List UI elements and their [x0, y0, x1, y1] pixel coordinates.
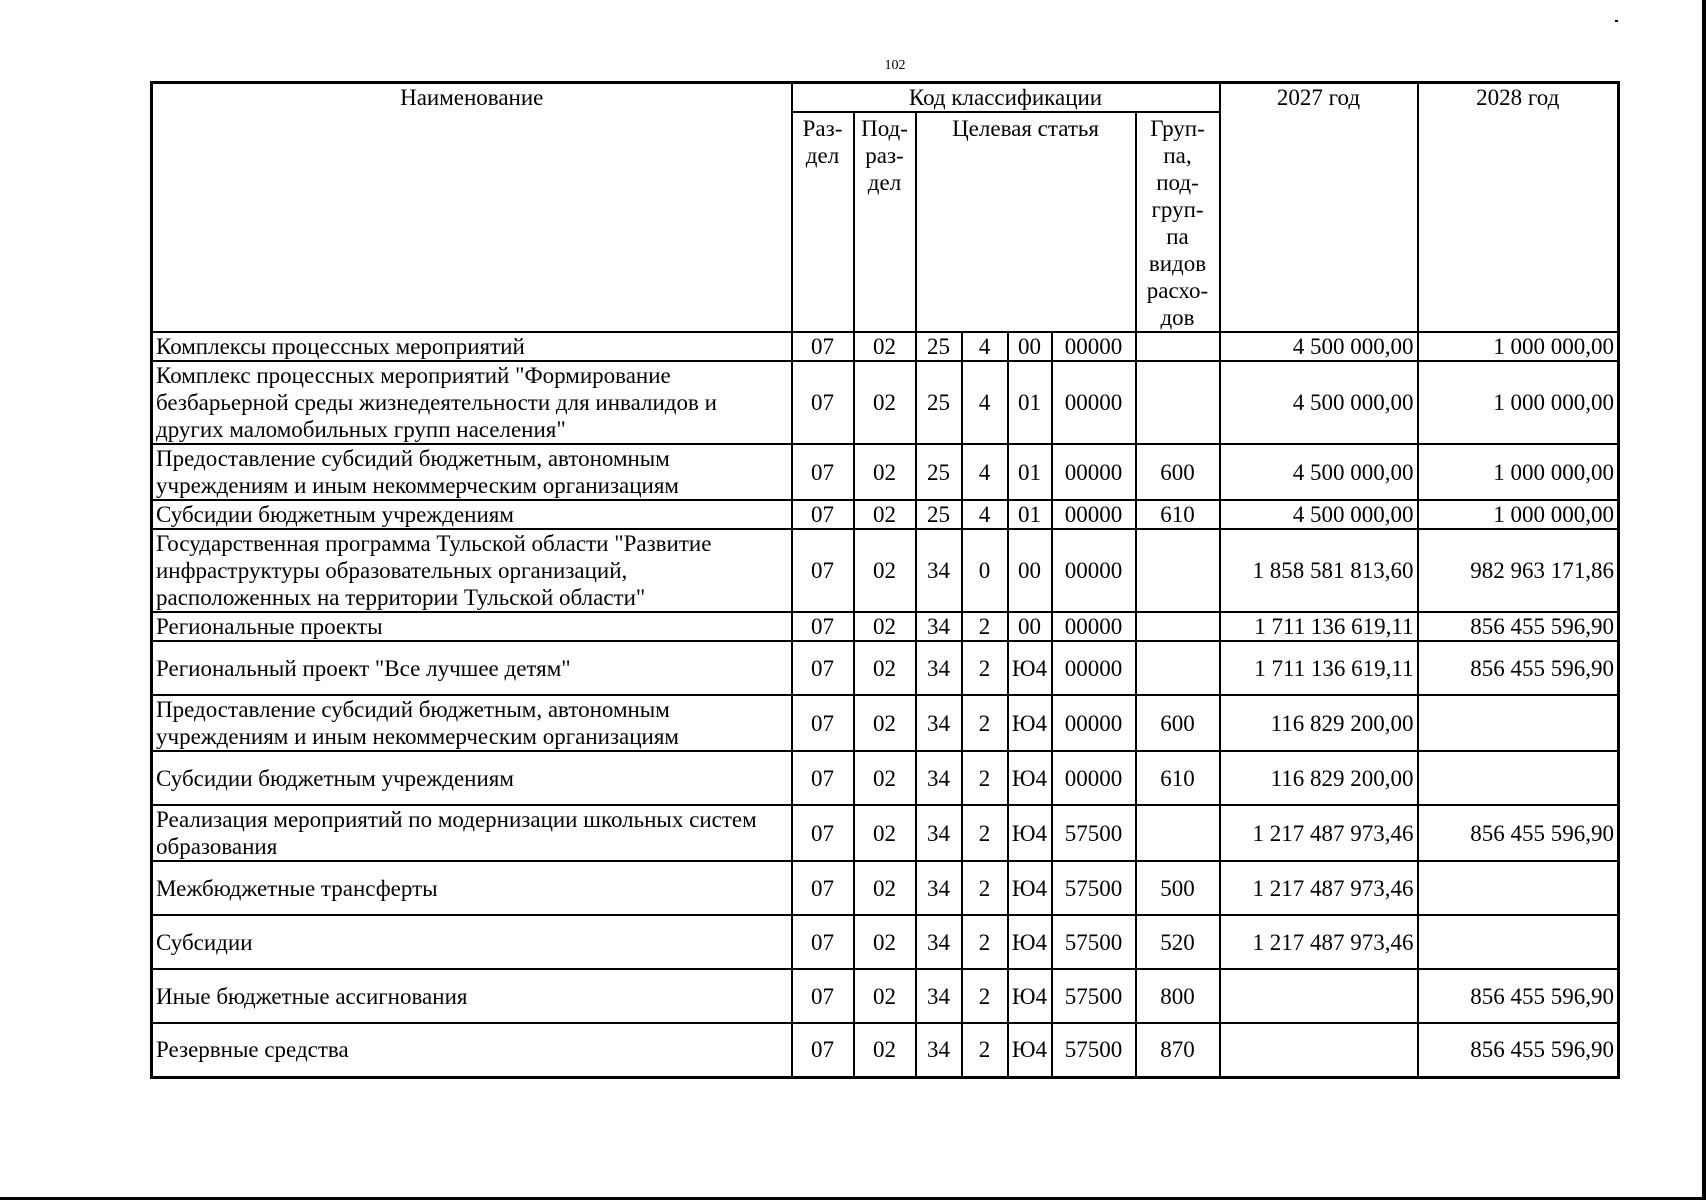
row-subsection: 02 [854, 695, 916, 751]
row-section: 07 [792, 529, 854, 612]
table-row [152, 805, 1619, 861]
row-subsection: 02 [854, 969, 916, 1023]
row-target-structure: Ю4 [1008, 695, 1052, 751]
row-name: Иные бюджетные ассигнования [152, 969, 792, 1023]
row-target-direction: 00000 [1052, 612, 1136, 641]
row-amount-2028 [1418, 861, 1619, 915]
row-section: 07 [792, 612, 854, 641]
row-subsection: 02 [854, 500, 916, 529]
row-expense-group [1136, 805, 1220, 861]
row-section: 07 [792, 1023, 854, 1077]
row-target-structure: 01 [1008, 361, 1052, 444]
budget-table [150, 81, 1620, 1079]
row-target-structure: Ю4 [1008, 969, 1052, 1023]
header-section: Раз- дел [792, 112, 854, 332]
row-subsection: 02 [854, 612, 916, 641]
row-expense-group [1136, 332, 1220, 361]
row-target-direction: 00000 [1052, 641, 1136, 695]
row-name: Предоставление субсидий бюджетным, автономным учреждениям и иным некоммерческим организациям [152, 444, 792, 500]
row-subsection: 02 [854, 361, 916, 444]
row-amount-2028 [1418, 915, 1619, 969]
row-amount-2027 [1220, 969, 1418, 1023]
row-target-type: 2 [962, 861, 1008, 915]
row-name: Комплекс процессных мероприятий "Формирование безбарьерной среды жизнедеятельности для инвалидов и других маломобильных групп населения" [152, 361, 792, 444]
row-amount-2027: 1 711 136 619,11 [1220, 641, 1418, 695]
row-amount-2027: 4 500 000,00 [1220, 500, 1418, 529]
page-number: 102 [884, 58, 906, 73]
row-target-direction: 57500 [1052, 861, 1136, 915]
row-section: 07 [792, 332, 854, 361]
table-row [152, 915, 1619, 969]
row-amount-2028: 856 455 596,90 [1418, 1023, 1619, 1077]
row-subsection: 02 [854, 805, 916, 861]
row-amount-2027: 116 829 200,00 [1220, 751, 1418, 805]
row-amount-2027: 1 217 487 973,46 [1220, 861, 1418, 915]
row-subsection: 02 [854, 444, 916, 500]
table-body [152, 332, 1619, 1077]
row-expense-group: 600 [1136, 695, 1220, 751]
row-target-structure: Ю4 [1008, 751, 1052, 805]
row-target-structure: 01 [1008, 444, 1052, 500]
row-target-type: 4 [962, 500, 1008, 529]
row-expense-group [1136, 641, 1220, 695]
row-target-program: 34 [916, 529, 962, 612]
header-name: Наименование [152, 83, 792, 333]
table-row [152, 1023, 1619, 1077]
header-row-top [152, 83, 1619, 113]
table-row [152, 529, 1619, 612]
row-subsection: 02 [854, 751, 916, 805]
row-name: Региональный проект "Все лучшее детям" [152, 641, 792, 695]
row-target-type: 2 [962, 805, 1008, 861]
row-name: Реализация мероприятий по модернизации школьных систем образования [152, 805, 792, 861]
row-target-direction: 00000 [1052, 444, 1136, 500]
row-amount-2028 [1418, 695, 1619, 751]
table-header [152, 83, 1619, 333]
row-name: Субсидии [152, 915, 792, 969]
row-amount-2027: 4 500 000,00 [1220, 444, 1418, 500]
row-amount-2027: 116 829 200,00 [1220, 695, 1418, 751]
row-target-structure: Ю4 [1008, 805, 1052, 861]
row-amount-2028: 1 000 000,00 [1418, 332, 1619, 361]
row-subsection: 02 [854, 915, 916, 969]
row-section: 07 [792, 969, 854, 1023]
row-section: 07 [792, 361, 854, 444]
table-row [152, 861, 1619, 915]
row-amount-2027: 1 858 581 813,60 [1220, 529, 1418, 612]
row-section: 07 [792, 641, 854, 695]
row-amount-2027: 1 711 136 619,11 [1220, 612, 1418, 641]
row-subsection: 02 [854, 332, 916, 361]
row-target-direction: 00000 [1052, 529, 1136, 612]
row-name: Субсидии бюджетным учреждениям [152, 500, 792, 529]
row-target-direction: 57500 [1052, 915, 1136, 969]
row-target-program: 34 [916, 805, 962, 861]
row-target-type: 4 [962, 361, 1008, 444]
row-target-type: 2 [962, 641, 1008, 695]
row-expense-group [1136, 529, 1220, 612]
row-name: Комплексы процессных мероприятий [152, 332, 792, 361]
header-year-2028: 2028 год [1418, 83, 1619, 333]
row-amount-2027: 4 500 000,00 [1220, 361, 1418, 444]
header-target-article: Целевая статья [916, 112, 1136, 332]
row-target-program: 25 [916, 444, 962, 500]
row-target-type: 2 [962, 969, 1008, 1023]
row-amount-2028: 856 455 596,90 [1418, 969, 1619, 1023]
row-amount-2028: 856 455 596,90 [1418, 805, 1619, 861]
row-target-type: 2 [962, 612, 1008, 641]
row-target-program: 25 [916, 500, 962, 529]
row-subsection: 02 [854, 641, 916, 695]
row-expense-group: 800 [1136, 969, 1220, 1023]
row-amount-2028: 856 455 596,90 [1418, 612, 1619, 641]
row-section: 07 [792, 444, 854, 500]
row-expense-group: 870 [1136, 1023, 1220, 1077]
row-section: 07 [792, 500, 854, 529]
table-row [152, 444, 1619, 500]
table-row [152, 361, 1619, 444]
row-target-program: 25 [916, 361, 962, 444]
row-target-structure: Ю4 [1008, 1023, 1052, 1077]
row-expense-group: 610 [1136, 751, 1220, 805]
row-expense-group [1136, 612, 1220, 641]
row-target-direction: 00000 [1052, 751, 1136, 805]
scan-mark [1615, 20, 1618, 22]
row-target-structure: 00 [1008, 529, 1052, 612]
row-target-direction: 00000 [1052, 500, 1136, 529]
row-target-direction: 57500 [1052, 969, 1136, 1023]
row-target-direction: 57500 [1052, 1023, 1136, 1077]
row-section: 07 [792, 805, 854, 861]
row-amount-2028: 982 963 171,86 [1418, 529, 1619, 612]
row-target-program: 34 [916, 861, 962, 915]
row-amount-2027: 1 217 487 973,46 [1220, 805, 1418, 861]
row-name: Региональные проекты [152, 612, 792, 641]
row-section: 07 [792, 861, 854, 915]
header-year-2027: 2027 год [1220, 83, 1418, 333]
row-section: 07 [792, 695, 854, 751]
row-section: 07 [792, 751, 854, 805]
row-name: Субсидии бюджетным учреждениям [152, 751, 792, 805]
table-row [152, 695, 1619, 751]
row-target-structure: 01 [1008, 500, 1052, 529]
table-row [152, 612, 1619, 641]
row-amount-2028: 856 455 596,90 [1418, 641, 1619, 695]
row-target-direction: 00000 [1052, 332, 1136, 361]
row-target-type: 4 [962, 332, 1008, 361]
row-name: Межбюджетные трансферты [152, 861, 792, 915]
row-expense-group: 610 [1136, 500, 1220, 529]
row-subsection: 02 [854, 861, 916, 915]
row-target-type: 0 [962, 529, 1008, 612]
row-target-structure: Ю4 [1008, 641, 1052, 695]
row-amount-2028: 1 000 000,00 [1418, 361, 1619, 444]
row-name: Государственная программа Тульской области "Развитие инфраструктуры образовательных организаций, расположенных на территории Тульской области" [152, 529, 792, 612]
row-target-type: 4 [962, 444, 1008, 500]
row-target-structure: 00 [1008, 332, 1052, 361]
sheet-edge-right [1702, 0, 1706, 1200]
row-target-program: 34 [916, 641, 962, 695]
table-row [152, 751, 1619, 805]
row-target-program: 34 [916, 969, 962, 1023]
row-target-program: 34 [916, 1023, 962, 1077]
row-expense-group [1136, 361, 1220, 444]
row-amount-2028 [1418, 751, 1619, 805]
header-subsection: Под- раз- дел [854, 112, 916, 332]
row-target-direction: 00000 [1052, 695, 1136, 751]
row-target-type: 2 [962, 751, 1008, 805]
row-amount-2027 [1220, 1023, 1418, 1077]
row-target-type: 2 [962, 915, 1008, 969]
row-target-structure: 00 [1008, 612, 1052, 641]
row-target-program: 34 [916, 751, 962, 805]
row-target-type: 2 [962, 1023, 1008, 1077]
row-target-program: 34 [916, 695, 962, 751]
row-target-direction: 00000 [1052, 361, 1136, 444]
row-amount-2027: 1 217 487 973,46 [1220, 915, 1418, 969]
row-target-direction: 57500 [1052, 805, 1136, 861]
row-target-structure: Ю4 [1008, 915, 1052, 969]
row-expense-group: 500 [1136, 861, 1220, 915]
row-target-structure: Ю4 [1008, 861, 1052, 915]
row-amount-2028: 1 000 000,00 [1418, 444, 1619, 500]
row-target-type: 2 [962, 695, 1008, 751]
table-row [152, 969, 1619, 1023]
row-amount-2027: 4 500 000,00 [1220, 332, 1418, 361]
row-target-program: 34 [916, 915, 962, 969]
header-code-group: Код классификации [792, 83, 1220, 113]
row-amount-2028: 1 000 000,00 [1418, 500, 1619, 529]
table-row [152, 332, 1619, 361]
row-subsection: 02 [854, 529, 916, 612]
row-name: Резервные средства [152, 1023, 792, 1077]
row-target-program: 25 [916, 332, 962, 361]
row-subsection: 02 [854, 1023, 916, 1077]
row-section: 07 [792, 915, 854, 969]
row-expense-group: 600 [1136, 444, 1220, 500]
table-row [152, 641, 1619, 695]
header-expense-group: Груп- па, под- груп- па видов расхо- дов [1136, 112, 1220, 332]
row-name: Предоставление субсидий бюджетным, автономным учреждениям и иным некоммерческим организациям [152, 695, 792, 751]
row-target-program: 34 [916, 612, 962, 641]
table-row [152, 500, 1619, 529]
row-expense-group: 520 [1136, 915, 1220, 969]
